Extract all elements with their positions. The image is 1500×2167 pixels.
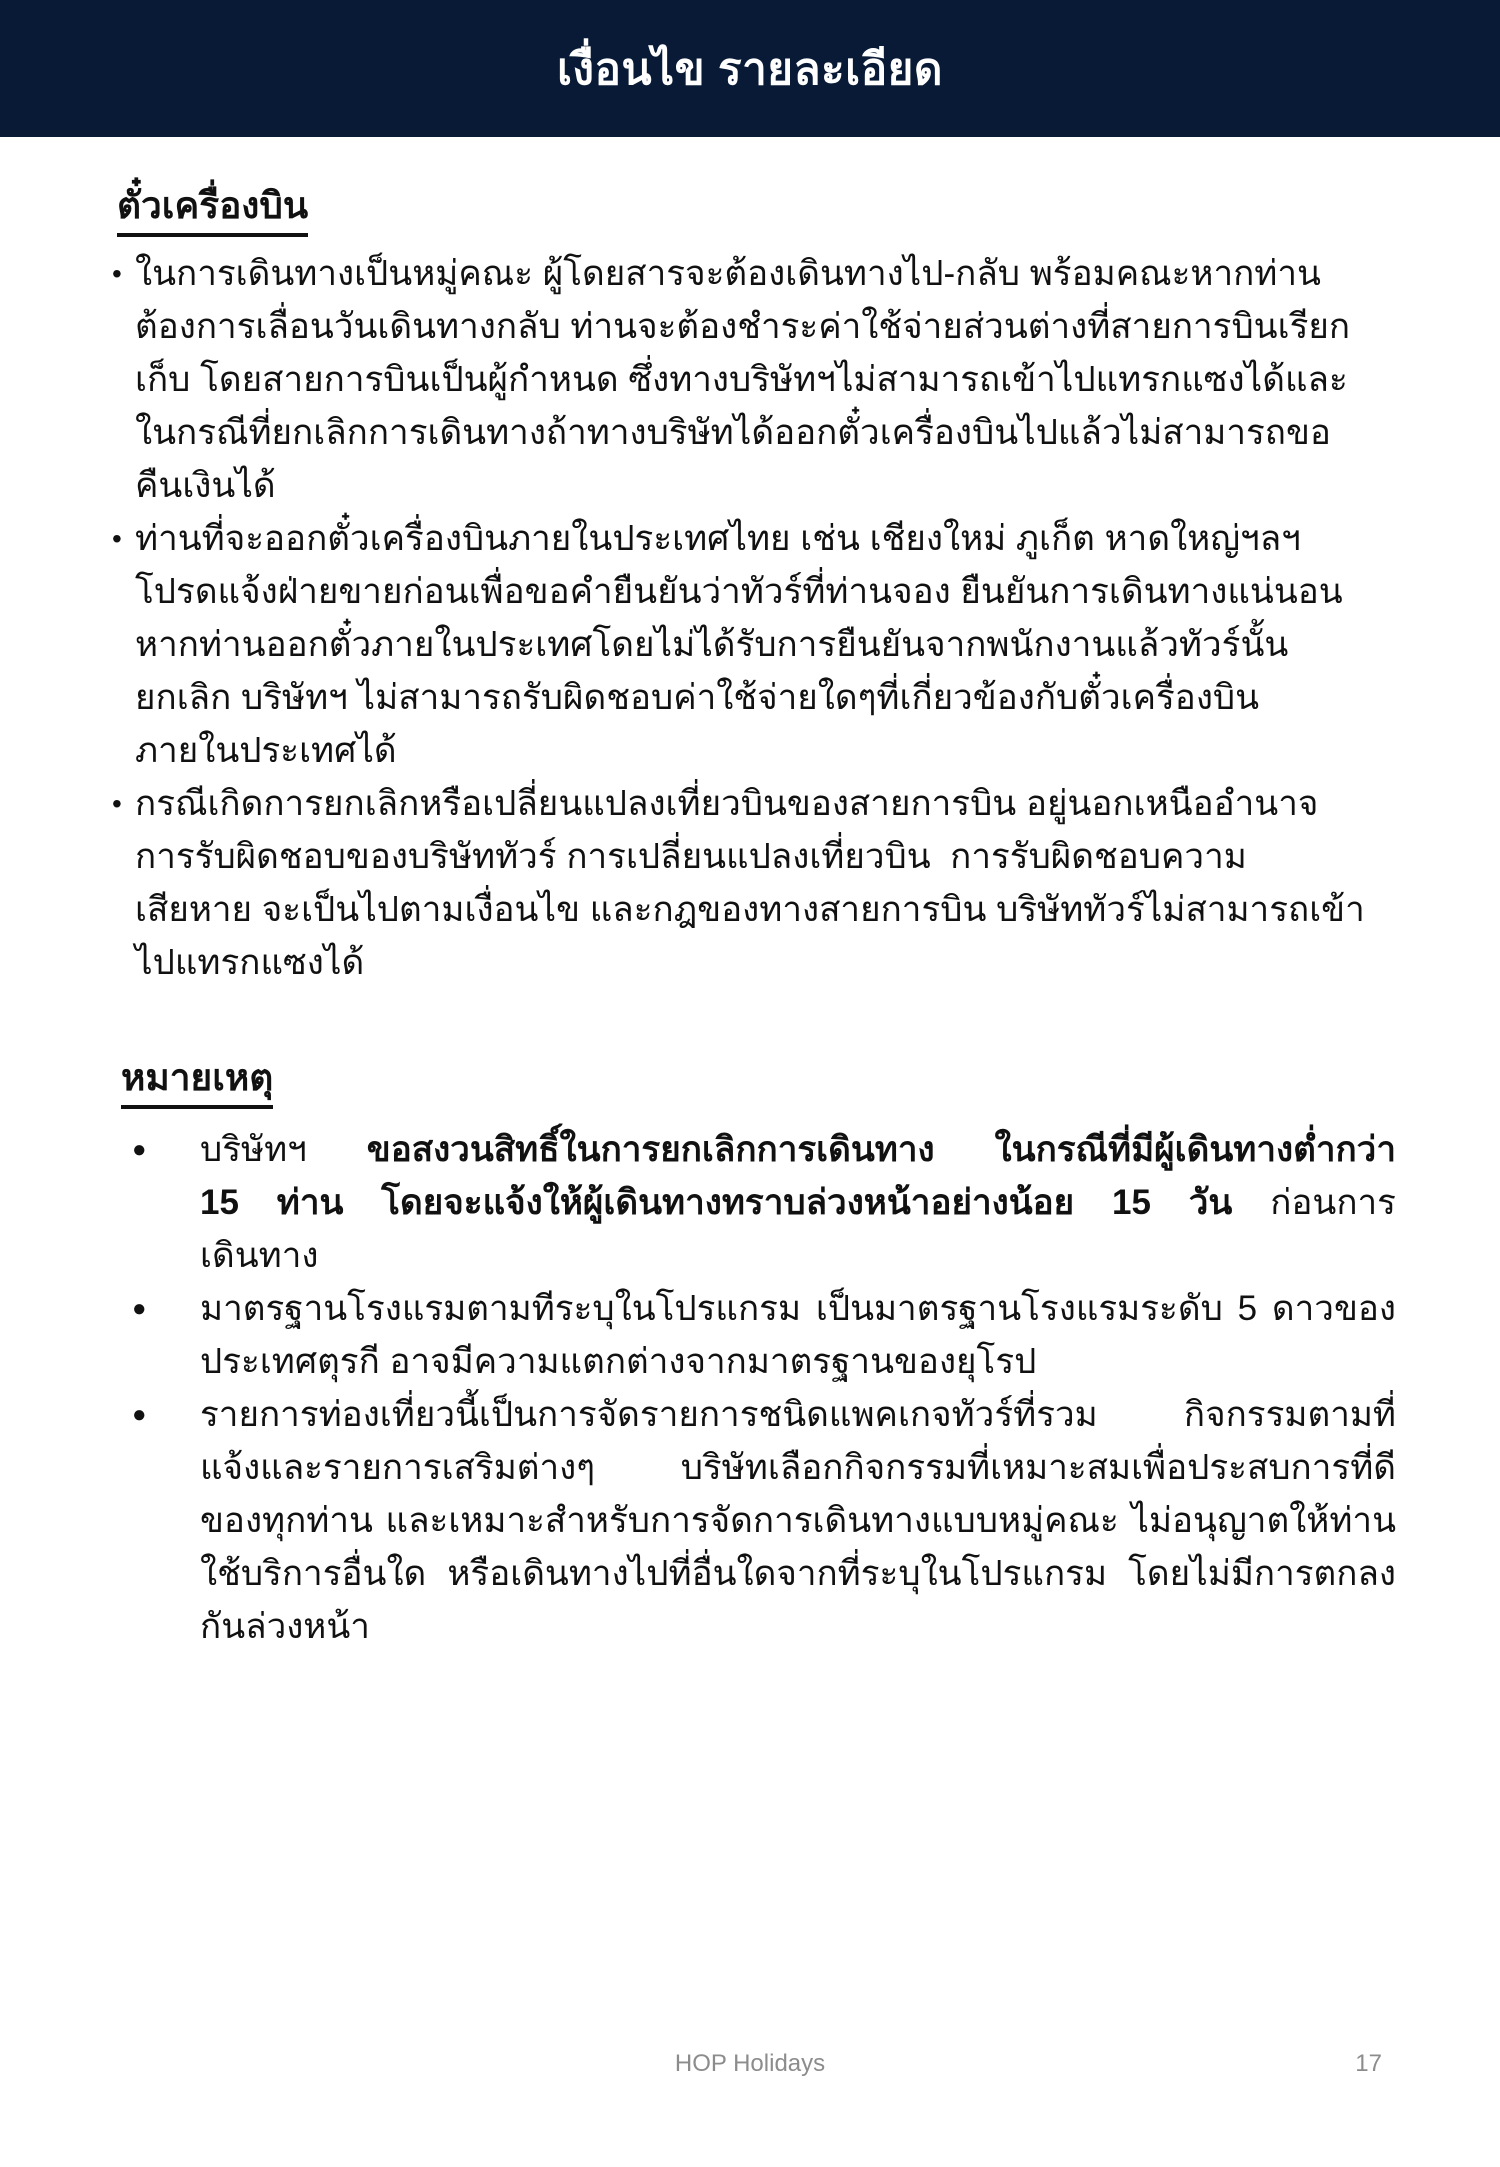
bullet-line bbox=[135, 565, 1396, 618]
bullet-marker: • bbox=[112, 257, 122, 289]
bullet-line bbox=[135, 247, 1396, 300]
bullet-line bbox=[135, 671, 1396, 724]
text-segment: มาตรฐานโรงแรมตามทีระบุในโปรแกรม เป็นมาตรฐานโรงแรมระดับ 5 ดาวของ bbox=[200, 1288, 1396, 1328]
bullet-line bbox=[135, 830, 1396, 883]
text-segment: ภายในประเทศได้ bbox=[135, 730, 397, 770]
text-segment: ยกเลิก บริษัทฯ ไม่สามารถรับผิดชอบค่าใช้จ่ายใดๆที่เกี่ยวข้องกับตั๋วเครื่องบิน bbox=[135, 677, 1260, 717]
bullet-line bbox=[200, 1547, 1396, 1600]
bullet-line bbox=[135, 618, 1396, 671]
bullet-marker: ● bbox=[132, 1400, 147, 1428]
bullet-line bbox=[200, 1600, 1396, 1653]
text-segment: ไปแทรกแซงได้ bbox=[135, 942, 365, 982]
bullet-marker: • bbox=[112, 787, 122, 819]
bullet-item bbox=[132, 1388, 1396, 1653]
document-body bbox=[0, 137, 1500, 1653]
bullet-list-notes bbox=[132, 1123, 1396, 1653]
page-footer bbox=[0, 2050, 1500, 2090]
text-segment: ท่านที่จะออกตั๋วเครื่องบินภายในประเทศไทย เช่น เชียงใหม่ ภูเก็ต หาดใหญ่ฯลฯ bbox=[135, 518, 1301, 558]
bullet-line bbox=[200, 1494, 1396, 1547]
footer-page-number: 17 bbox=[1355, 2050, 1382, 2077]
section-air-ticket bbox=[0, 181, 1500, 989]
bullet-item bbox=[112, 512, 1396, 777]
text-segment: กันล่วงหน้า bbox=[200, 1606, 370, 1646]
text-segment: เก็บ โดยสายการบินเป็นผู้กำหนด ซึ่งทางบริษัทฯไม่สามารถเข้าไปแทรกแซงได้และ bbox=[135, 359, 1348, 399]
footer-brand: HOP Holidays bbox=[674, 2050, 826, 2077]
section-notes bbox=[0, 1053, 1500, 1653]
bullet-line bbox=[135, 777, 1396, 830]
bullet-line bbox=[200, 1441, 1396, 1494]
bullet-item bbox=[132, 1123, 1396, 1282]
page-header-bar bbox=[0, 0, 1500, 137]
bold-text-segment: 15 ท่าน โดยจะแจ้งให้ผู้เดินทางทราบล่วงหน้าอย่างน้อย 15 วัน bbox=[200, 1182, 1233, 1222]
bullet-line bbox=[200, 1335, 1396, 1388]
bullet-line bbox=[135, 512, 1396, 565]
text-segment: รายการท่องเที่ยวนี้เป็นการจัดรายการชนิดแพคเกจทัวร์ที่รวม กิจกรรมตามที่ bbox=[200, 1394, 1396, 1434]
text-segment: แจ้งและรายการเสริมต่างๆ บริษัทเลือกกิจกรรมที่เหมาะสมเพื่อประสบการที่ดี bbox=[200, 1447, 1396, 1487]
bullet-text bbox=[200, 1282, 1396, 1388]
bullet-line bbox=[135, 406, 1396, 459]
bullet-line bbox=[200, 1176, 1396, 1229]
text-segment: การรับผิดชอบของบริษัททัวร์ การเปลี่ยนแปลงเที่ยวบิน การรับผิดชอบความ bbox=[135, 836, 1247, 876]
page-title: เงื่อนไข รายละเอียด bbox=[557, 44, 943, 94]
text-segment: ก่อนการ bbox=[1232, 1182, 1396, 1222]
bullet-marker: ● bbox=[132, 1294, 147, 1322]
bullet-text bbox=[135, 247, 1396, 512]
text-segment: โปรดแจ้งฝ่ายขายก่อนเพื่อขอคำยืนยันว่าทัวร์ที่ท่านจอง ยืนยันการเดินทางแน่นอน bbox=[135, 571, 1343, 611]
text-segment: ต้องการเลื่อนวันเดินทางกลับ ท่านจะต้องชำระค่าใช้จ่ายส่วนต่างที่สายการบินเรียก bbox=[135, 306, 1351, 346]
text-segment: คืนเงินได้ bbox=[135, 465, 276, 505]
bullet-line bbox=[135, 353, 1396, 406]
bullet-item bbox=[112, 247, 1396, 512]
text-segment: ใช้บริการอื่นใด หรือเดินทางไปที่อื่นใดจากที่ระบุในโปรแกรม โดยไม่มีการตกลง bbox=[200, 1553, 1396, 1593]
text-segment: ในกรณีที่ยกเลิกการเดินทางถ้าทางบริษัทได้ออกตั๋วเครื่องบินไปแล้วไม่สามารถขอ bbox=[135, 412, 1331, 452]
bullet-line bbox=[135, 883, 1396, 936]
bullet-line bbox=[135, 459, 1396, 512]
section-heading-air-ticket: ตั๋วเครื่องบิน bbox=[117, 181, 308, 237]
text-segment: ของทุกท่าน และเหมาะสำหรับการจัดการเดินทางแบบหมู่คณะ ไม่อนุญาตให้ท่าน bbox=[200, 1500, 1396, 1540]
bullet-marker: • bbox=[112, 522, 122, 554]
bullet-line bbox=[200, 1229, 1396, 1282]
bullet-item bbox=[132, 1282, 1396, 1388]
bullet-line bbox=[200, 1123, 1396, 1176]
text-segment: กรณีเกิดการยกเลิกหรือเปลี่ยนแปลงเที่ยวบินของสายการบิน อยู่นอกเหนืออำนาจ bbox=[135, 783, 1319, 823]
bullet-text bbox=[135, 512, 1396, 777]
bullet-line bbox=[200, 1388, 1396, 1441]
bullet-line bbox=[135, 300, 1396, 353]
text-segment: หากท่านออกตั๋วภายในประเทศโดยไม่ได้รับการยืนยันจากพนักงานแล้วทัวร์นั้น bbox=[135, 624, 1289, 664]
bullet-line bbox=[135, 936, 1396, 989]
section-heading-notes: หมายเหตุ bbox=[121, 1053, 273, 1109]
bullet-marker: ● bbox=[132, 1135, 147, 1163]
text-segment: เสียหาย จะเป็นไปตามเงื่อนไข และกฎของทางสายการบิน บริษัททัวร์ไม่สามารถเข้า bbox=[135, 889, 1365, 929]
text-segment: ประเทศตุรกี อาจมีความแตกต่างจากมาตรฐานของยุโรป bbox=[200, 1341, 1037, 1381]
bullet-list-air-ticket bbox=[112, 247, 1396, 989]
text-segment: บริษัทฯ bbox=[200, 1129, 367, 1169]
bullet-item bbox=[112, 777, 1396, 989]
bullet-text bbox=[200, 1388, 1396, 1653]
bullet-line bbox=[135, 724, 1396, 777]
bullet-text bbox=[200, 1123, 1396, 1282]
bullet-line bbox=[200, 1282, 1396, 1335]
bold-text-segment: ขอสงวนสิทธิ์ในการยกเลิกการเดินทาง ในกรณีที่มีผู้เดินทางต่ำกว่า bbox=[366, 1129, 1396, 1169]
text-segment: เดินทาง bbox=[200, 1235, 319, 1275]
text-segment: ในการเดินทางเป็นหมู่คณะ ผู้โดยสารจะต้องเดินทางไป-กลับ พร้อมคณะหากท่าน bbox=[135, 253, 1321, 293]
bullet-text bbox=[135, 777, 1396, 989]
